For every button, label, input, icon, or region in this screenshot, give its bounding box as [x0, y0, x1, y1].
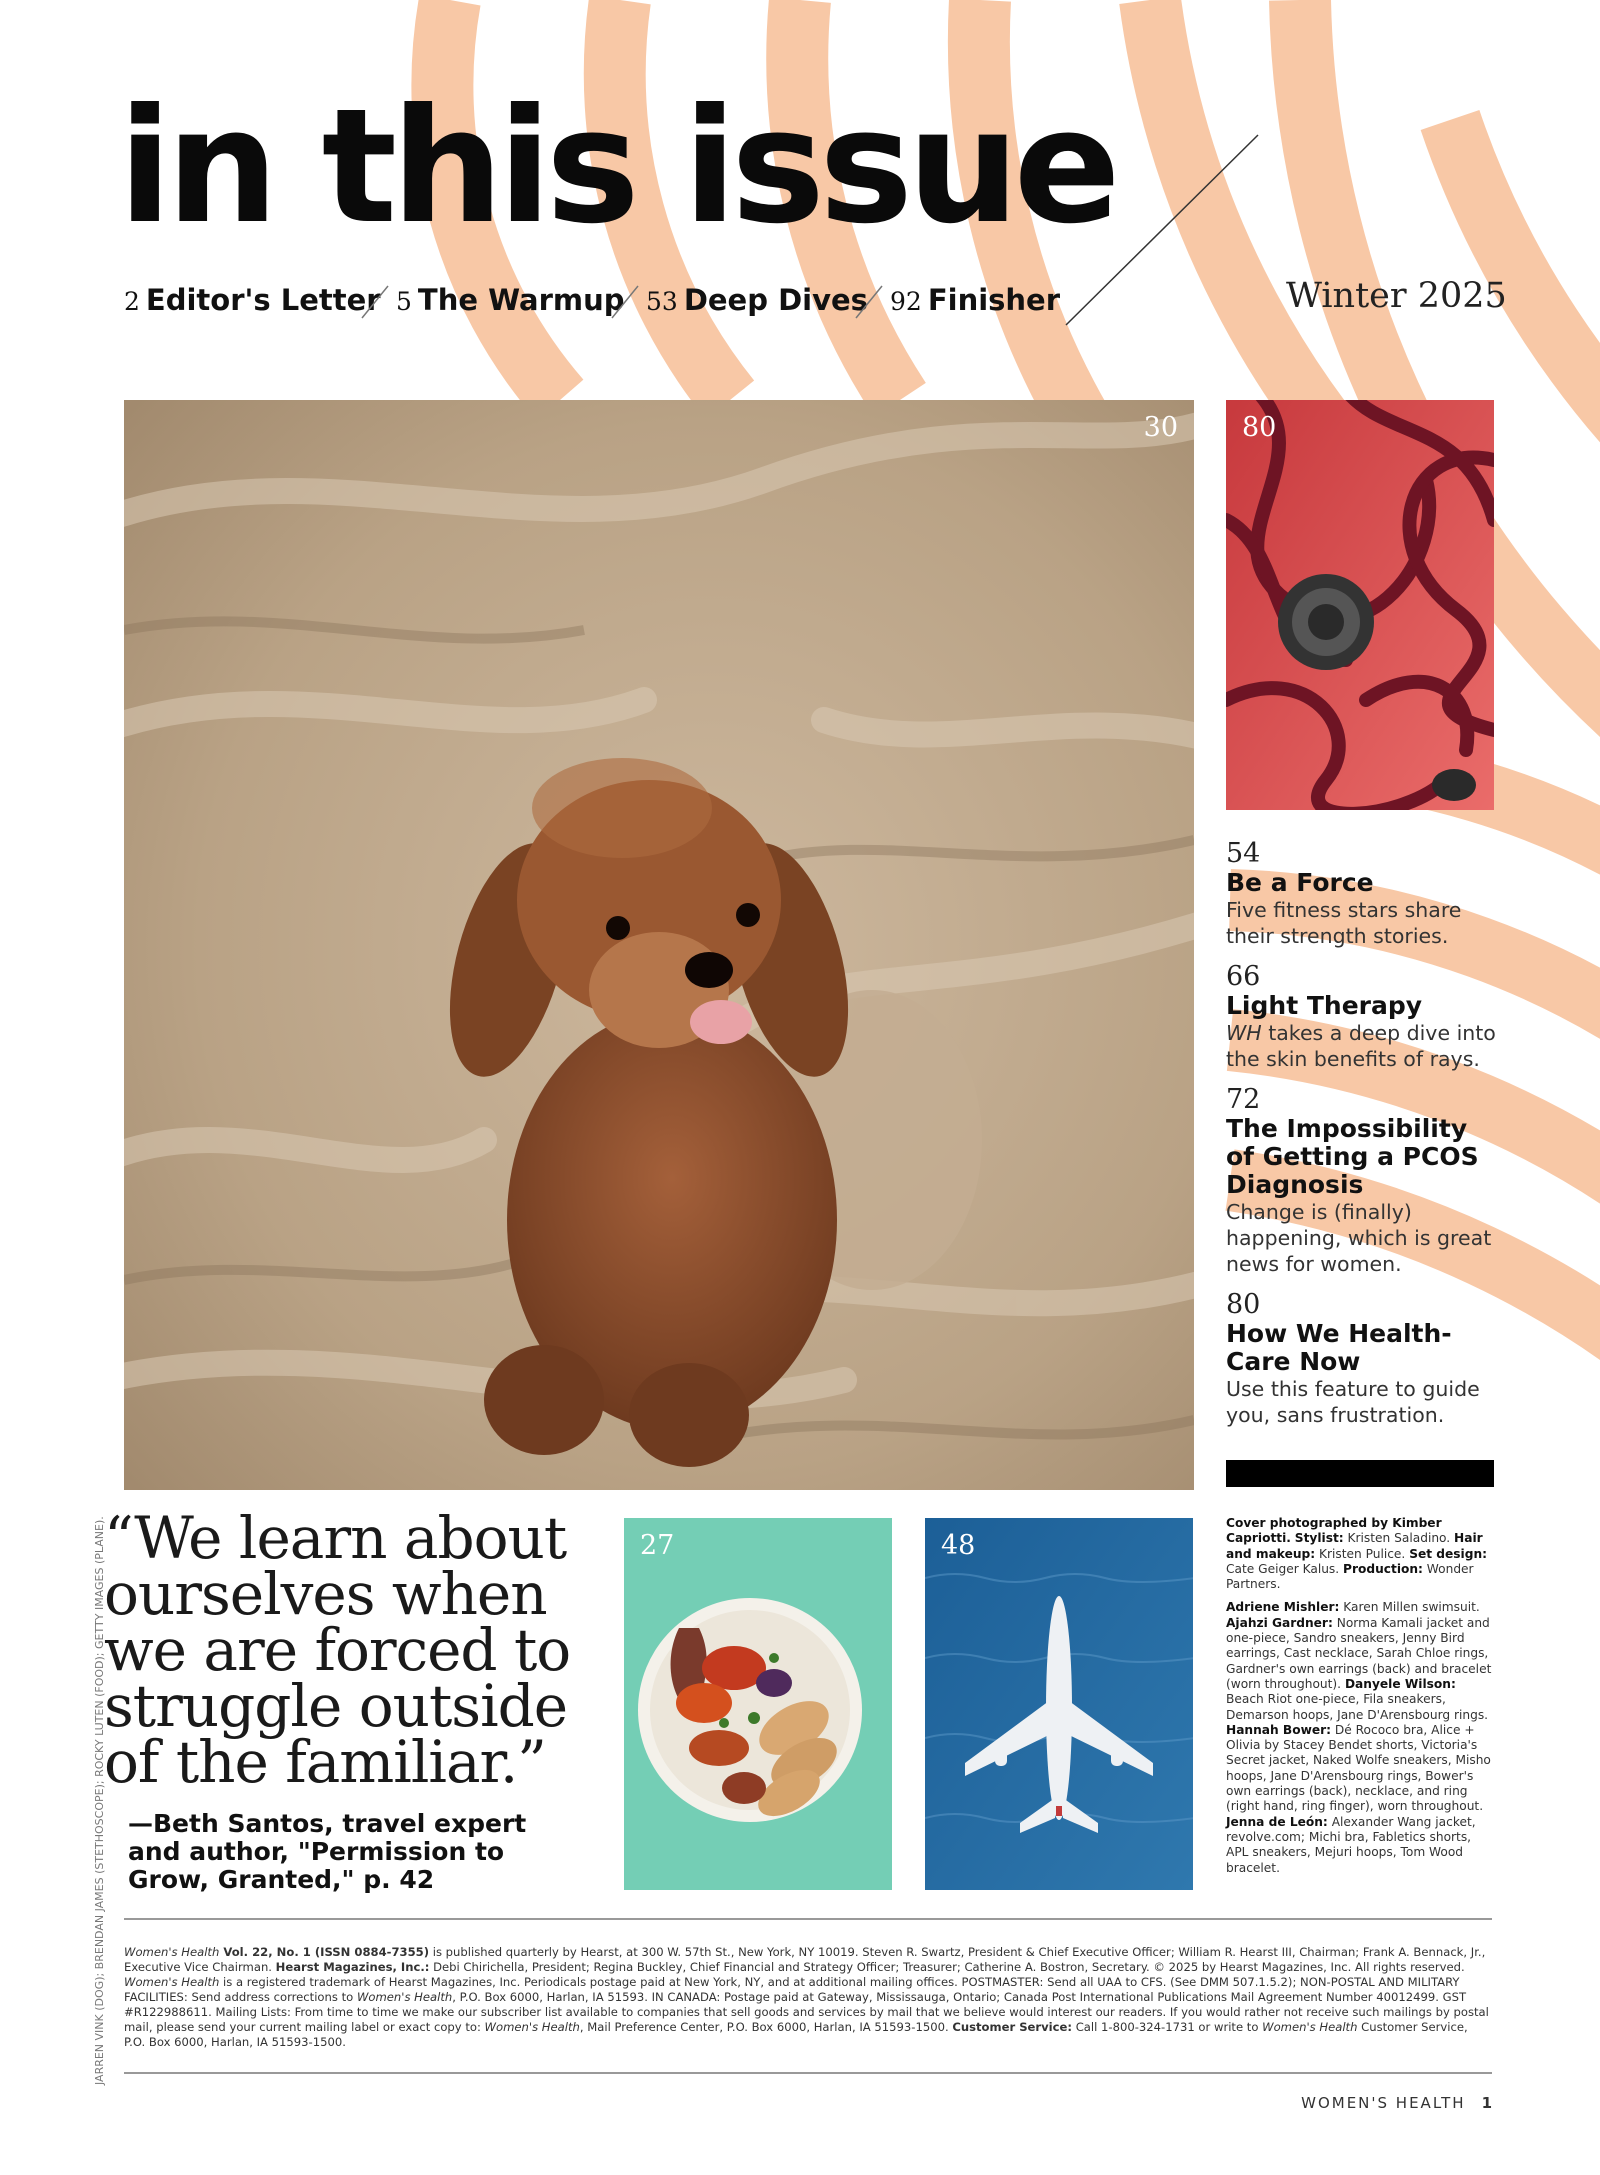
footer-rule-bottom [124, 2072, 1492, 2074]
nav-finisher[interactable] [890, 283, 1060, 317]
toc-item[interactable] [1226, 1084, 1501, 1277]
hair-makeup-value: Kristen Pulice. [1318, 1546, 1406, 1561]
legal-text: is published quarterly by Hearst, at 300 W. 57th St., New York, NY 10019. Steven R. Swartz, President & Chief Executive Officer; William R. Hearst III, Chairman; Frank A. Bennack, Jr., Executive Vice Chairman. [124, 1945, 1486, 1974]
set-design-label: Set design: [1409, 1546, 1487, 1561]
credit-name: Ajahzi Gardner: [1226, 1615, 1333, 1630]
photo-page-number: 30 [1143, 412, 1178, 443]
photo-food[interactable] [624, 1518, 892, 1890]
legal-text: , P.O. Box 6000, Harlan, IA 51593. IN CANADA: Postage paid at Gateway, Mississauga, Ontario; Canada Post International Publications Mail Agreement Number 40012499. GST #R122988611. Mailing Lists: From time to time we make our subscriber list available to companies that sell goods and services by mail that we believe would interest our readers. If you would rather not receive such mailings by postal mail, please send your current mailing label or exact copy to: [124, 1990, 1489, 2034]
credit-name: Jenna de León: [1226, 1814, 1328, 1829]
nav-label: The Warmup [417, 283, 625, 317]
pull-quote: “We learn about ourselves when we are forced to struggle outside of the familiar.” [104, 1504, 571, 1796]
photo-page-number: 80 [1242, 412, 1277, 443]
toc-description: Five fitness stars share their strength stories. [1226, 898, 1462, 948]
credit-text: Alexander Wang jacket, revolve.com; Michi bra, Fabletics shorts, APL sneakers, Mejuri hoops, Tom Wood bracelet. [1226, 1814, 1476, 1875]
toc-item[interactable] [1226, 961, 1501, 1072]
nav-page-number: 53 [646, 287, 678, 316]
cover-credits [1226, 1516, 1496, 1592]
magazine-name: Women's Health [124, 1975, 220, 1989]
credit-text: Beach Riot one-piece, Fila sneakers, Demarson hoops, Jane D'Arensbourg rings. [1226, 1692, 1489, 1722]
legal-text: Debi Chirichella, President; Regina Buckley, Chief Financial and Strategy Officer; Treasurer; Catherine A. Bostron, Secretary. © 2025 by Hearst Magazines, Inc. All rights reserved. [429, 1960, 1465, 1974]
legal-label: Customer Service: [952, 2020, 1073, 2034]
legal-statement [124, 1945, 1492, 2050]
legal-label: Hearst Magazines, Inc.: [275, 1960, 430, 1974]
food-plate-photo-icon [624, 1518, 892, 1890]
legal-text: is a registered trademark of Hearst Magazines, Inc. Periodicals postage paid at New York, NY, and at additional mailing offices. POSTMASTER: Send all UAA to CFS. (See DMM 507.1.5.2); NON-POSTAL AND MILITARY FACILITIES: Send address corrections to [124, 1975, 1460, 2004]
slash-divider [358, 284, 392, 320]
footer-rule-top [124, 1918, 1492, 1920]
airplane-photo-icon [925, 1518, 1193, 1890]
credit-name: Adriene Mishler: [1226, 1600, 1340, 1615]
toc-description [1226, 1020, 1501, 1072]
toc-page-number: 54 [1226, 838, 1261, 869]
toc-description-text: takes a deep dive into the skin benefits of rays. [1226, 1021, 1496, 1071]
toc-title: How We Health-Care Now [1226, 1319, 1452, 1376]
magazine-name: Women's Health [1262, 2020, 1358, 2034]
magazine-name: Women's Health [484, 2020, 580, 2034]
production-value: Wonder Partners. [1226, 1561, 1474, 1592]
credit-text: Karen Millen swimsuit. [1343, 1600, 1480, 1615]
production-label: Production: [1343, 1561, 1423, 1576]
stylist-label: Stylist: [1294, 1531, 1344, 1546]
magazine-name: Women's Health [124, 1945, 220, 1959]
stethoscope-photo-icon [1226, 400, 1494, 810]
stylist-value: Kristen Saladino. [1347, 1531, 1451, 1546]
nav-deep-dives[interactable] [646, 283, 868, 317]
credit-text: Dé Rococo bra, Alice + Olivia by Stacey Bendet shorts, Victoria's Secret jacket, Naked Wolfe sneakers, Misho hoops, Jane D'Arensbourg rings, Bower's own earrings (back), necklace, and ring (right hand, ring finger), worn throughout. [1226, 1722, 1491, 1814]
credit-name: Hannah Bower: [1226, 1722, 1331, 1737]
photo-puppy[interactable] [124, 400, 1194, 1490]
toc-item[interactable] [1226, 1289, 1501, 1428]
nav-page-number: 2 [124, 287, 140, 316]
credit-name: Danyele Wilson: [1344, 1676, 1456, 1691]
toc-page-number: 80 [1226, 1289, 1261, 1320]
set-design-value: Cate Geiger Kalus. [1226, 1561, 1340, 1576]
photo-plane[interactable] [925, 1518, 1193, 1890]
diagonal-rule [1058, 130, 1278, 330]
credit-text: Norma Kamali jacket and one-piece, Sandro sneakers, Jenny Bird earrings, Cast necklace, Sarah Chloe rings, Gardner's own earrings (back) and bracelet (worn throughout). [1226, 1615, 1492, 1691]
nav-label: Finisher [927, 283, 1061, 317]
legal-text: , Mail Preference Center, P.O. Box 6000, Harlan, IA 51593-1500. [579, 2020, 953, 2034]
magazine-name: Women's Health [356, 1990, 453, 2004]
toc-item[interactable] [1226, 838, 1501, 949]
folio [1300, 2094, 1492, 2112]
volume-info: Vol. 22, No. 1 (ISSN 0884-7355) [219, 1945, 430, 1959]
photo-page-number: 48 [941, 1530, 976, 1561]
page-title: in this issue [118, 75, 1115, 259]
folio-page-number: 1 [1481, 2094, 1492, 2112]
toc-page-number: 72 [1226, 1084, 1261, 1115]
hair-makeup-label: Hair and makeup: [1226, 1531, 1483, 1561]
toc-description-emphasis: WH [1226, 1021, 1262, 1045]
wardrobe-credits [1226, 1600, 1496, 1875]
toc-title: The Impossibility of Getting a PCOS Diagnosis [1226, 1114, 1479, 1199]
quote-attribution: —Beth Santos, travel expert and author, "Permission to Grow, Granted," p. 42 [128, 1809, 527, 1894]
nav-label: Deep Dives [683, 283, 868, 317]
nav-editors-letter[interactable] [124, 283, 381, 317]
puppy-photo-icon [124, 400, 1194, 1490]
toc-page-number: 66 [1226, 961, 1261, 992]
nav-label: Editor's Letter [145, 283, 381, 317]
black-bar [1226, 1460, 1494, 1487]
slash-divider [852, 284, 886, 320]
toc-title: Light Therapy [1226, 991, 1423, 1020]
slash-divider [608, 284, 642, 320]
issue-season: Winter 2025 [1286, 276, 1507, 316]
photo-credits-column [1226, 1516, 1496, 1884]
photo-stethoscope[interactable] [1226, 400, 1494, 810]
legal-text: Customer Service, P.O. Box 6000, Harlan, IA 51593-1500. [124, 2020, 1468, 2049]
nav-page-number: 5 [396, 287, 412, 316]
photo-page-number: 27 [640, 1530, 675, 1561]
nav-page-number: 92 [890, 287, 922, 316]
cover-credit-label: Cover photographed by Kimber Capriotti. [1226, 1516, 1442, 1546]
nav-warmup[interactable] [396, 283, 625, 317]
toc-description: Use this feature to guide you, sans frustration. [1226, 1377, 1480, 1427]
toc-description: Change is (finally) happening, which is great news for women. [1226, 1200, 1492, 1276]
legal-text: Call 1-800-324-1731 or write to [1072, 2020, 1263, 2034]
folio-magazine-name: WOMEN'S HEALTH [1301, 2094, 1466, 2112]
photo-credits-vertical: JARREN VINK (DOG); BRENDAN JAMES (STETHOSCOPE); ROCKY LUTEN (FOOD); GETTY IMAGES (PLANE). [93, 1516, 106, 2085]
toc-list [1226, 838, 1501, 1428]
toc-title: Be a Force [1226, 868, 1374, 897]
